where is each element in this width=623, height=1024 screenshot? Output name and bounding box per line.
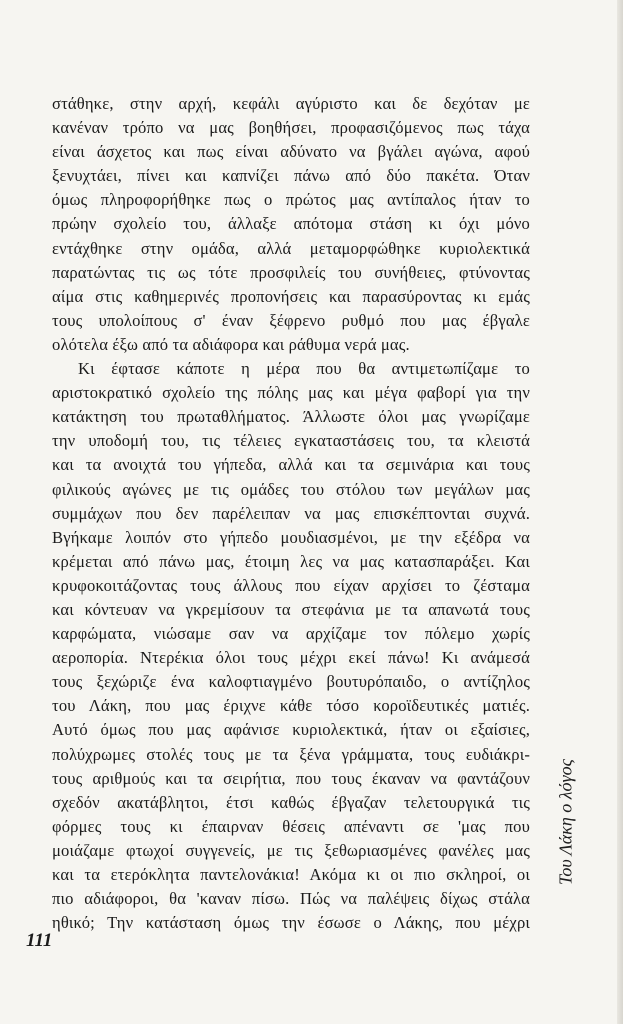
text-line: και τα ανοιχτά του γήπεδα, αλλά και τα σεμινάρια και τους — [52, 455, 530, 475]
text-line: εντάχθηκε στην ομάδα, αλλά μεταμορφώθηκε κυριολεκτικά — [52, 238, 530, 258]
paragraph — [52, 92, 530, 357]
text-line: ξενυχτάει, πίνει και καπνίζει πάνω από δύο πακέτα. Όταν — [52, 166, 530, 186]
text-line: στάθηκε, στην αρχή, κεφάλι αγύριστο και δε δεχόταν με — [52, 94, 530, 113]
text-line: και τα ετερόκλητα παντελονάκια! Ακόμα κι οι πιο σκληροί, οι — [52, 865, 530, 884]
text-line: του Λάκη, που μας έριχνε κάθε τόσο κοροϊδευτικές ματιές. — [52, 696, 530, 716]
text-line: φόρμες τους κι έπαιρναν θέσεις απέναντι σε 'μας που — [52, 816, 530, 836]
text-line: Βγήκαμε λοιπόν στο γήπεδο μουδιασμένοι, με την εξέδρα να — [52, 527, 530, 547]
text-line: αριστοκρατικό σχολείο της πόλης μας και μέγα φαβορί για την — [52, 383, 530, 403]
text-line: κρέμεται από πάνω μας, έτοιμη λες να μας κατασπαράξει. Και — [52, 551, 530, 571]
page-edge — [617, 0, 623, 1024]
text-line: είναι άσχετος και πως είναι αδύνατο να βγάλει αγώνα, αφού — [52, 142, 530, 162]
text-line: τους αριθμούς και τα σειρήτια, που τους έκαναν να φαντάζουν — [52, 768, 530, 788]
text-line: κανέναν τρόπο να μας βοηθήσει, προφασιζόμενος πως τάχα — [52, 118, 530, 138]
text-line: συμμάχων που δεν παρέλειπαν να μας επισκέπτονται συχνά. — [52, 503, 530, 523]
text-line: παρατώντας τις ως τότε προσφιλείς του συνήθειες, φτύνοντας — [52, 262, 530, 282]
text-line: τους ξεχώριζε ένα καλοφτιαγμένο βουτυρόπαιδο, ο αντίζηλος — [52, 672, 530, 692]
text-line: αίμα στις καθημερινές προπονήσεις και παρασύροντας κι εμάς — [52, 286, 530, 306]
text-line: και κόντευαν να γκρεμίσουν τα στεφάνια με τα απανωτά τους — [52, 599, 530, 619]
text-line: ηθικό; Την κατάσταση όμως την έσωσε ο Λάκης, που μέχρι — [52, 913, 530, 933]
paragraph — [52, 357, 530, 935]
page-number: 111 — [26, 930, 53, 951]
text-line: τους υπολοίπους σ' έναν ξέφρενο ρυθμό που μας έβγαλε — [52, 310, 530, 330]
text-line: την υποδομή του, τις τέλειες εγκαταστάσεις του, τα κλειστά — [52, 431, 530, 451]
running-head-text: Του Λάκη ο λόγος — [555, 759, 576, 885]
text-line: Αυτό όμως που μας αφάνισε κυριολεκτικά, ήταν οι εξαίσιες, — [52, 720, 530, 740]
text-line: πολύχρωμες στολές τους με τα ξένα γράμματα, τους ευδιάκρι- — [52, 744, 530, 764]
text-line: πιο αδιάφοροι, θα 'καναν πίσω. Πώς να παλέψεις δίχως στάλα — [52, 889, 530, 909]
text-line: καρφώματα, νιώσαμε σαν να αρχίζαμε τον πόλεμο χωρίς — [52, 624, 530, 644]
text-line: φιλικούς αγώνες με τις ομάδες του στόλου των μεγάλων μας — [52, 479, 530, 499]
text-line: αεροπορία. Ντερέκια όλοι τους μέχρι εκεί πάνω! Κι ανάμεσά — [52, 648, 530, 668]
text-line: Κι έφτασε κάποτε η μέρα που θα αντιμετωπίζαμε το — [78, 359, 530, 379]
text-line: ολότελα έξω από τα αδιάφορα και ράθυμα νερά μας. — [52, 334, 410, 354]
text-line: κατάκτηση του πρωταθλήματος. Άλλωστε όλοι μας γνωρίζαμε — [52, 407, 530, 427]
text-line: κρυφοκοιτάζοντας τους άλλους που είχαν αρχίσει το ζέσταμα — [52, 575, 530, 595]
text-line: όμως πληροφορήθηκε πως ο πρώτος μας αντίπαλος ήταν το — [52, 190, 530, 210]
text-line: μοιάζαμε φτωχοί συγγενείς, με τις ξεθωριασμένες φανέλες μας — [52, 840, 530, 860]
text-line: πρώην σχολείο του, άλλαξε απότομα στάση κι όχι μόνο — [52, 214, 530, 234]
text-line: σχεδόν ακατάβλητοι, έτσι καθώς έβγαζαν τελετουργικά τις — [52, 792, 530, 812]
running-head — [542, 748, 590, 896]
body-text — [52, 92, 530, 935]
